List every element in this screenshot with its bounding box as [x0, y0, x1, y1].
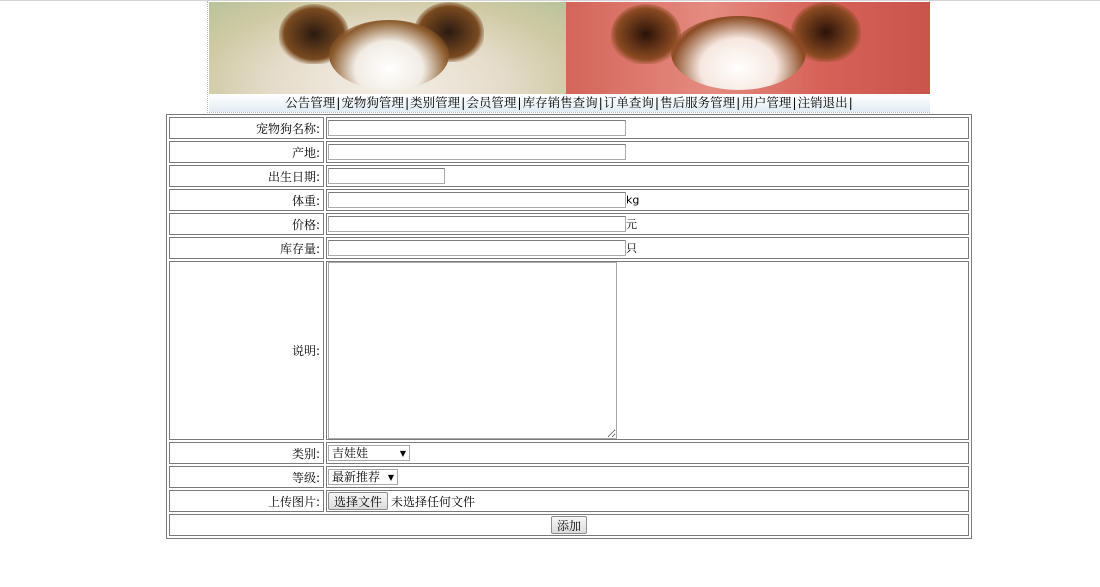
dog-illustration — [209, 2, 566, 94]
nav-separator: | — [517, 95, 522, 110]
form-row-weight — [169, 189, 969, 211]
nav-separator: | — [848, 95, 853, 110]
weight-label: 体重: — [169, 189, 324, 211]
nav-item-categories[interactable]: 类别管理 — [410, 95, 461, 110]
nav-separator: | — [336, 95, 341, 110]
file-status-text: 未选择任何文件 — [391, 494, 476, 509]
name-label: 宠物狗名称: — [169, 117, 324, 139]
chevron-down-icon: ▼ — [387, 473, 394, 482]
form-row-level — [169, 466, 969, 488]
stock-label: 库存量: — [169, 237, 324, 259]
nav-item-after-sales[interactable]: 售后服务管理 — [660, 95, 736, 110]
banner-photo-right — [566, 2, 930, 94]
add-pet-form — [166, 114, 972, 539]
weight-unit: kg — [626, 193, 640, 207]
banner-image — [209, 2, 930, 94]
nav-item-inventory-sales[interactable]: 库存销售查询 — [522, 95, 598, 110]
pet-name-input[interactable] — [328, 120, 626, 136]
level-label: 等级: — [169, 466, 324, 488]
nav-separator: | — [736, 95, 741, 110]
price-input[interactable] — [328, 216, 626, 232]
nav-separator: | — [404, 95, 410, 110]
level-select[interactable] — [328, 469, 398, 485]
origin-label: 产地: — [169, 141, 324, 163]
nav-item-notices[interactable]: 公告管理 — [285, 95, 336, 110]
nav-separator: | — [461, 95, 466, 110]
category-select[interactable] — [328, 445, 410, 461]
description-label: 说明: — [169, 261, 324, 440]
nav-item-users[interactable]: 用户管理 — [741, 95, 792, 110]
form-row-birth-date — [169, 165, 969, 187]
birth-date-input[interactable] — [328, 168, 445, 184]
nav-separator: | — [654, 95, 660, 110]
nav-item-pet-dogs[interactable]: 宠物狗管理 — [341, 95, 404, 110]
form-row-submit — [169, 514, 969, 536]
nav-item-members[interactable]: 会员管理 — [466, 95, 517, 110]
main-nav — [209, 94, 930, 112]
banner-photo-left — [209, 2, 566, 94]
nav-item-orders[interactable]: 订单查询 — [603, 95, 654, 110]
birth-date-label: 出生日期: — [169, 165, 324, 187]
dog-illustration — [566, 2, 930, 94]
form-row-stock — [169, 237, 969, 259]
level-selected-value: 最新推荐 — [332, 470, 381, 484]
nav-separator: | — [792, 95, 797, 110]
form-row-price — [169, 213, 969, 235]
chevron-down-icon: ▼ — [399, 449, 406, 458]
stock-unit: 只 — [626, 242, 637, 255]
form-row-origin — [169, 141, 969, 163]
nav-item-logout[interactable]: 注销退出 — [797, 95, 848, 110]
form-row-image — [169, 490, 969, 512]
origin-input[interactable] — [328, 144, 626, 160]
category-label: 类别: — [169, 442, 324, 464]
add-button[interactable]: 添加 — [551, 516, 587, 534]
weight-input[interactable] — [328, 192, 626, 208]
description-textarea[interactable] — [328, 262, 617, 439]
page-header — [207, 1, 930, 113]
nav-separator: | — [598, 95, 603, 110]
price-label: 价格: — [169, 213, 324, 235]
stock-input[interactable] — [328, 240, 626, 256]
form-row-description — [169, 261, 969, 440]
price-unit: 元 — [626, 218, 637, 231]
image-label: 上传图片: — [169, 490, 324, 512]
form-row-category — [169, 442, 969, 464]
category-selected-value: 吉娃娃 — [332, 446, 369, 460]
form-row-name — [169, 117, 969, 139]
choose-file-button[interactable]: 选择文件 — [328, 492, 388, 510]
